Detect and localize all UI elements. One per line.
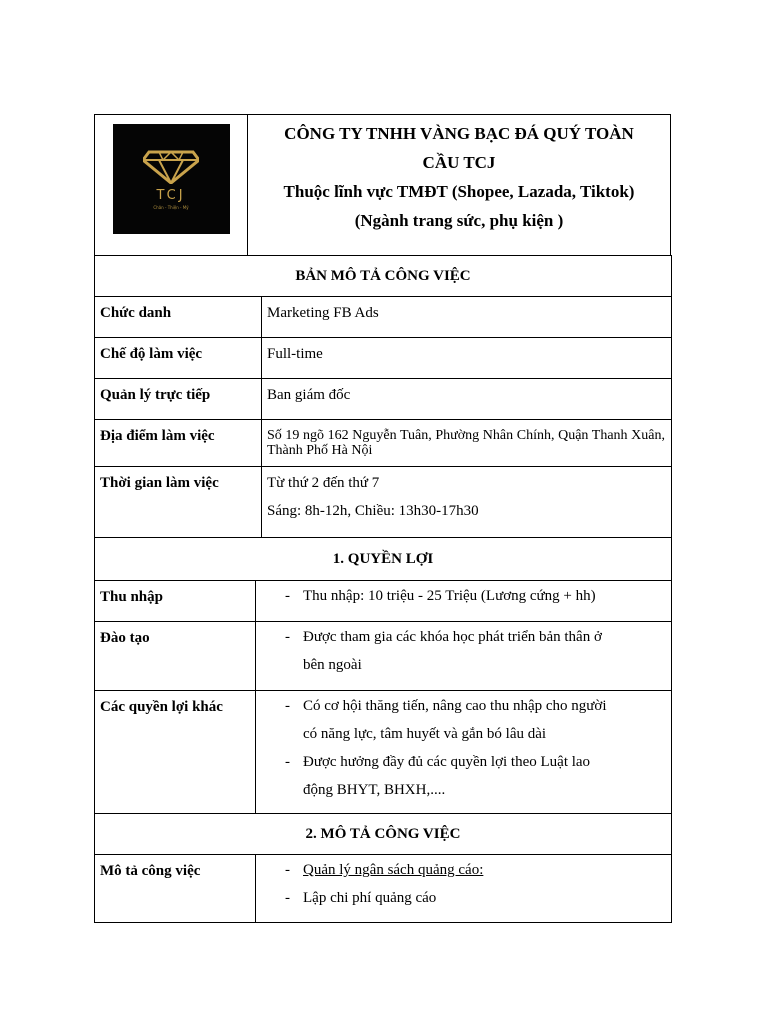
other-item1-line2: có năng lực, tâm huyết và gắn bó lâu dài [303,726,547,742]
manager-value: Ban giám đốc [262,379,672,420]
other-item2-line1: Được hưởng đầy đủ các quyền lợi theo Luật lao [303,754,591,770]
other-benefits-cell [256,691,672,814]
company-industry: (Ngành trang sức, phụ kiện ) [354,211,564,230]
location-cell [262,420,672,467]
diamond-logo-icon [143,148,199,184]
other-item2-line2: động BHYT, BHXH,.... [303,782,446,798]
bullet-dash: - [285,862,290,878]
work-mode-label: Chế độ làm việc [95,338,262,379]
list-item [256,884,671,912]
work-time-days: Từ thứ 2 đến thứ 7 [267,475,380,491]
other-item1-line1: Có cơ hội thăng tiến, nâng cao thu nhập cho người [303,698,607,714]
job-description-document [94,114,671,923]
training-cell [256,622,672,691]
desc-item-cost: Lập chi phí quảng cáo [303,890,437,906]
desc-item-budget: Quản lý ngân sách quảng cáo: [303,862,484,878]
work-mode-value: Full-time [262,338,672,379]
job-description-label: Mô tả công việc [95,855,256,923]
job-title-value: Marketing FB Ads [262,297,672,338]
work-time-hours: Sáng: 8h-12h, Chiều: 13h30-17h30 [267,503,479,519]
logo-tagline: Chân - Thiện - Mỹ [153,205,189,210]
company-name-line1: CÔNG TY TNHH VÀNG BẠC ĐÁ QUÝ TOÀN [284,124,634,143]
training-label: Đào tạo [95,622,256,691]
location-value: Số 19 ngõ 162 Nguyễn Tuân, Phường Nhân Chính, Quận Thanh Xuân, Thành Phố Hà Nội [267,428,665,458]
work-time-cell [262,467,672,538]
company-field: Thuộc lĩnh vực TMĐT (Shopee, Lazada, Tiktok) [283,182,635,201]
company-title-cell [248,115,670,255]
other-benefits-label: Các quyền lợi khác [95,691,256,814]
income-label: Thu nhập [95,581,256,622]
company-name-line2: CẦU TCJ [422,153,496,172]
income-item: Thu nhập: 10 triệu - 25 Triệu (Lương cứng + hh) [303,588,596,604]
job-title-label: Chức danh [95,297,262,338]
location-label: Địa điểm làm việc [95,420,262,467]
benefits-section-title: 1. QUYỀN LỢI [95,538,672,581]
bullet-dash: - [285,588,290,604]
list-item [256,692,671,748]
training-item-line2: bên ngoài [303,657,362,673]
info-table [94,255,672,538]
benefits-table [94,537,672,923]
training-item-line1: Được tham gia các khóa học phát triển bản thân ở [303,629,602,645]
list-item [256,856,671,884]
logo-text: TCJ [156,188,186,203]
logo-cell [95,115,248,255]
work-time-label: Thời gian làm việc [95,467,262,538]
company-header [94,114,671,255]
list-item [256,623,671,679]
bullet-dash: - [285,698,290,714]
company-logo [113,124,230,234]
manager-label: Quản lý trực tiếp [95,379,262,420]
list-item [256,582,671,610]
bullet-dash: - [285,890,290,906]
bullet-dash: - [285,629,290,645]
job-description-section-title: 2. MÔ TẢ CÔNG VIỆC [95,814,672,855]
bullet-dash: - [285,754,290,770]
job-description-cell [256,855,672,923]
list-item [256,748,671,804]
document-title: BẢN MÔ TẢ CÔNG VIỆC [95,256,672,297]
income-cell [256,581,672,622]
